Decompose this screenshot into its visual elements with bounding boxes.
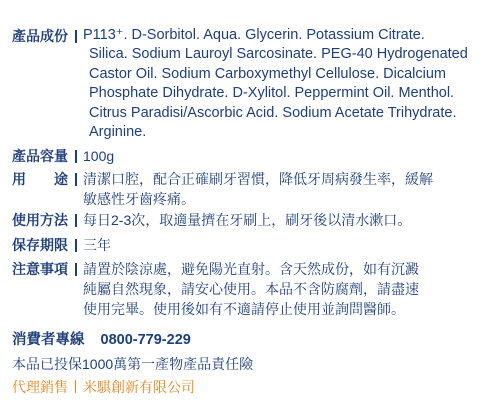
usage-text [83,169,433,209]
method-label: 使用方法 [12,212,68,228]
usage-line: 清潔口腔，配合正確刷牙習慣，降低牙周病發生率，緩解 [83,171,433,187]
ingredients-text [83,26,468,142]
distributor-line [12,377,195,397]
method-row [12,210,492,230]
shelf-life-row [12,235,492,255]
distributor-company: 米騏創新有限公司 [83,379,195,395]
separator-bar [75,263,77,276]
ingredients-line: Arginine. [89,124,147,141]
shelf-life-label: 保存期限 [12,237,68,253]
method-value: 每日2-3次，取適量擠在牙刷上，刷牙後以清水漱口。 [83,212,412,228]
notes-line: 使用完畢。使用後如有不適請停止使用並詢問醫師。 [83,301,405,317]
ingredients-label: 產品成份 [12,28,68,44]
notes-line: 請置於陰涼處，避免陽光直射。含天然成份，如有沉澱 [83,261,419,277]
ingredients-line: Castor Oil. Sodium Carboxymethyl Cellulose. Dicalcium [89,65,446,82]
hotline-label: 消費者專線 [12,332,85,348]
shelf-life-value: 三年 [83,237,111,253]
capacity-label: 產品容量 [12,148,68,164]
separator-bar [75,173,77,186]
ingredients-line: Phosphate Dihydrate. D-Xylitol. Peppermint Oil. Menthol. [89,85,455,102]
ingredients-line: Citrus Paradisi/Ascorbic Acid. Sodium Acetate Trihydrate. [89,104,457,121]
consumer-hotline [12,330,191,350]
ingredients-line: Silica. Sodium Lauroyl Sarcosinate. PEG-40 Hydrogenated [89,46,468,63]
usage-line: 敏感性牙齒疼痛。 [83,191,195,207]
notes-row [12,259,492,319]
separator-bar [75,239,77,252]
hotline-number: 0800-779-229 [100,332,191,348]
separator-bar [75,214,77,227]
notes-text [83,259,419,319]
notes-label: 注意事項 [12,261,68,277]
usage-row [12,169,492,209]
insurance-note: 本品已投保1000萬第一產物產品責任險 [12,356,254,372]
notes-line: 純屬自然現象，請安心使用。本品不含防腐劑，請盡速 [83,281,419,297]
capacity-row [12,146,492,166]
usage-label: 用 途 [12,171,68,187]
separator-bar [75,30,77,43]
distributor-label: 代理銷售 [12,379,68,395]
capacity-value: 100g [83,148,115,164]
ingredients-row [12,26,492,142]
ingredients-line: P113⁺. D-Sorbitol. Aqua. Glycerin. Potassium Citrate. [83,27,425,43]
distributor-separator [75,380,76,393]
separator-bar [75,150,77,163]
